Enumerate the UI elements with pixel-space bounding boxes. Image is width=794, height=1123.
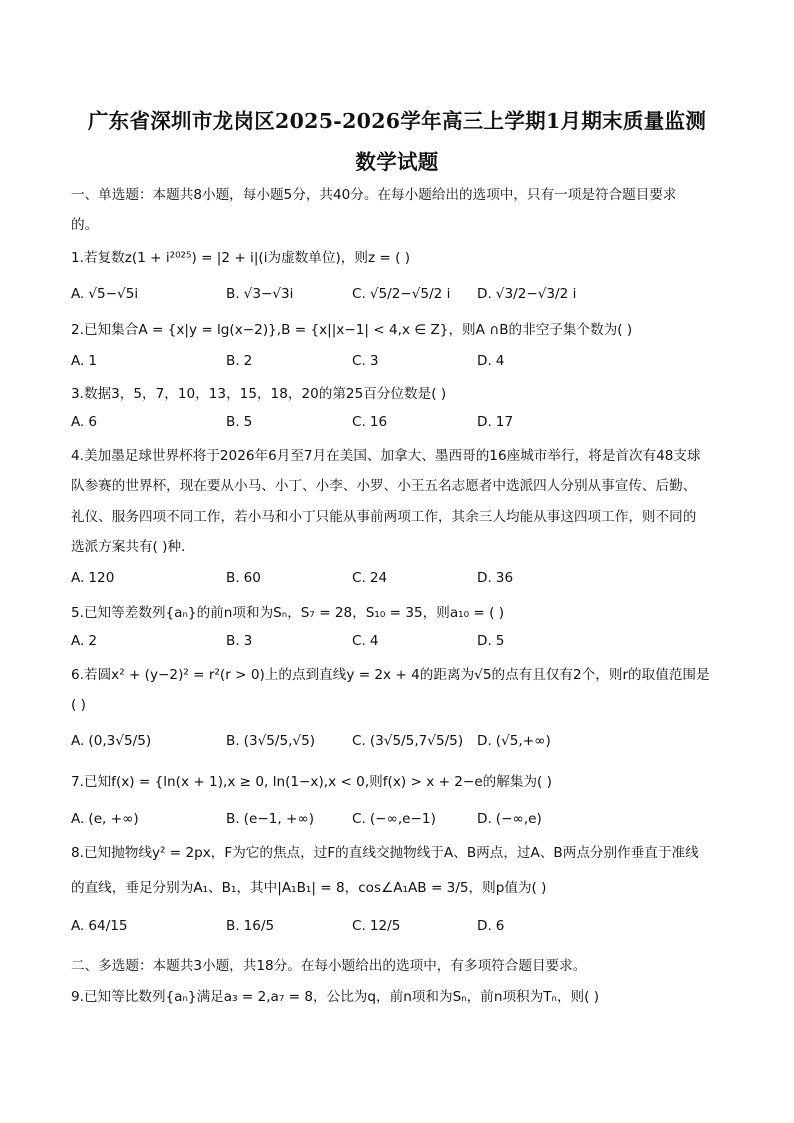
option-c: C. 24 [352, 570, 388, 586]
option-d: D. 4 [477, 353, 505, 369]
option-d: D. (√5,+∞) [477, 733, 551, 749]
option-a: A. 1 [71, 353, 98, 369]
option-b: B. 3 [226, 633, 253, 649]
option-d: D. 36 [477, 570, 514, 586]
section2-heading: 二、多选题：本题共3小题，共18分。在每小题给出的选项中，有多项符合题目要求。 [71, 958, 587, 974]
option-b: B. 60 [226, 570, 261, 586]
section1-heading: 一、单选题：本题共8小题，每小题5分，共40分。在每小题给出的选项中，只有一项是符合题目要求 [71, 187, 677, 203]
question-8-stem-line2: 的直线，垂足分别为A₁、B₁，其中|A₁B₁| = 8，cos∠A₁AB = 3/5，则p值为( ) [71, 880, 547, 896]
question-4-stem-line4: 选派方案共有( )种． [71, 539, 195, 555]
question-5-stem: 5.已知等差数列{aₙ}的前n项和为Sₙ，S₇ = 28，S₁₀ = 35，则a₁₀ = ( ) [71, 605, 505, 621]
option-a: A. 64/15 [71, 918, 128, 934]
question-3-options [71, 414, 731, 436]
option-b: B. (3√5/5,√5) [226, 733, 316, 749]
question-9-stem: 9.已知等比数列{aₙ}满足a₃ = 2,a₇ = 8，公比为q，前n项和为Sₙ，前n项积为Tₙ，则( ) [71, 989, 600, 1005]
question-7-stem: 7.已知f(x) = {ln(x + 1),x ≥ 0, ln(1−x),x < 0,则f(x) > x + 2−e的解集为( ) [71, 774, 552, 790]
option-a: A. 6 [71, 414, 98, 430]
question-6-stem-line1: 6.若圆x² + (y−2)² = r²(r > 0)上的点到直线y = 2x + 4的距离为√5的点有且仅有2个，则r的取值范围是 [71, 667, 710, 683]
question-6-options [71, 733, 731, 755]
question-4-stem-line1: 4.美加墨足球世界杯将于2026年6月至7月在美国、加拿大、墨西哥的16座城市举行，将是首次有48支球 [71, 448, 701, 464]
question-2-stem: 2.已知集合A = {x|y = lg(x−2)},B = {x||x−1| < 4,x ∈ Z}，则A ∩B的非空子集个数为( ) [71, 322, 633, 338]
option-a: A. (e, +∞) [71, 811, 139, 827]
question-7-options [71, 811, 731, 833]
option-b: B. 2 [226, 353, 253, 369]
option-b: B. √3−√3i [226, 286, 294, 302]
option-d: D. 5 [477, 633, 505, 649]
section1-heading-cont: 的。 [71, 217, 99, 233]
option-b: B. 5 [226, 414, 253, 430]
question-8-stem-line1: 8.已知抛物线y² = 2px，F为它的焦点，过F的直线交抛物线于A、B两点，过A、B两点分别作垂直于准线 [71, 845, 699, 861]
question-1-options [71, 286, 731, 308]
question-6-stem-line2: ( ) [71, 697, 86, 713]
option-d: D. 6 [477, 918, 505, 934]
question-4-stem-line3: 礼仪、服务四项不同工作，若小马和小丁只能从事前两项工作，其余三人均能从事这四项工作，则不同的 [71, 509, 697, 525]
option-c: C. √5/2−√5/2 i [352, 286, 451, 302]
option-c: C. 12/5 [352, 918, 401, 934]
option-c: C. (3√5/5,7√5/5) [352, 733, 464, 749]
question-8-options [71, 918, 731, 940]
question-1-stem: 1.若复数z(1 + i²⁰²⁵) = |2 + i|(i为虚数单位)，则z = ( ) [71, 250, 411, 266]
option-a: A. 120 [71, 570, 115, 586]
option-c: C. 16 [352, 414, 388, 430]
option-a: A. √5−√5i [71, 286, 139, 302]
option-a: A. (0,3√5/5) [71, 733, 152, 749]
exam-title: 广东省深圳市龙岗区2025-2026学年高三上学期1月期末质量监测 [87, 109, 707, 133]
question-4-stem-line2: 队参赛的世界杯，现在要从小马、小丁、小李、小罗、小王五名志愿者中选派四人分别从事宣传、后勤、 [71, 478, 697, 494]
question-2-options [71, 353, 731, 375]
option-d: D. √3/2−√3/2 i [477, 286, 577, 302]
option-d: D. 17 [477, 414, 514, 430]
option-c: C. 3 [352, 353, 379, 369]
question-3-stem: 3.数据3，5，7，10，13，15，18，20的第25百分位数是( ) [71, 386, 447, 402]
question-4-options [71, 570, 731, 592]
option-b: B. (e−1, +∞) [226, 811, 315, 827]
option-c: C. 4 [352, 633, 379, 649]
option-c: C. (−∞,e−1) [352, 811, 436, 827]
option-b: B. 16/5 [226, 918, 275, 934]
option-a: A. 2 [71, 633, 98, 649]
question-5-options [71, 633, 731, 655]
exam-subtitle: 数学试题 [355, 150, 439, 174]
option-d: D. (−∞,e) [477, 811, 542, 827]
